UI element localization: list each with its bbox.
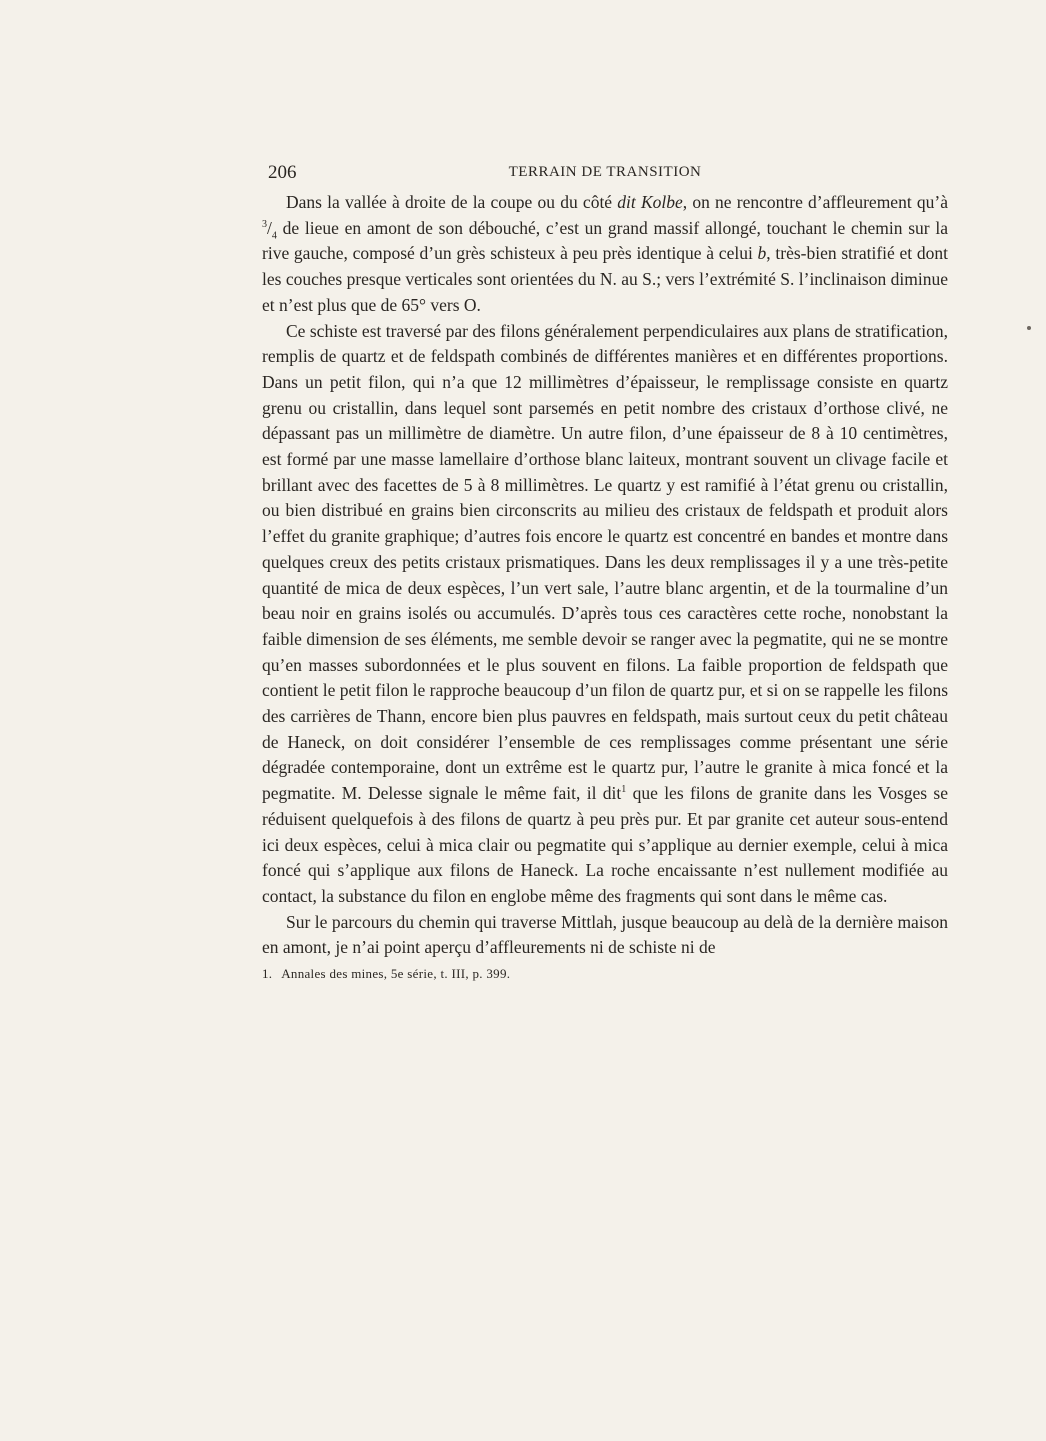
text-run: , très-bien stratifié et dont les couches presque verticales sont orientées du N. au S.; vers l’extrémité S. l’inclinaison diminue et n’est plus que de 65° vers O. xyxy=(262,243,949,315)
text-run: de lieue en amont de son débouché, c’est un grand massif allongé, touchant le chemin sur la rive gauche, composé d’un grès schisteux à peu près identique à celui xyxy=(262,217,948,264)
superscript: 1 xyxy=(621,784,627,796)
footnote-number: 1. xyxy=(262,966,273,982)
paragraph xyxy=(262,190,948,319)
page-header xyxy=(262,160,948,186)
footnote-text: Annales des mines, 5e série, t. III, p. 399. xyxy=(281,966,511,982)
footnote xyxy=(262,965,948,983)
page-number: 206 xyxy=(268,162,297,183)
book-page xyxy=(262,160,948,983)
text-run: , on ne rencontre d’affleurement qu’à xyxy=(682,192,948,212)
body-text xyxy=(262,190,948,961)
italic-text: b xyxy=(757,243,767,264)
subscript: 4 xyxy=(271,230,277,242)
paper-speck xyxy=(1027,326,1031,330)
text-run: Ce schiste est traversé par des filons généralement perpendiculaires aux plans de stratification, remplis de quartz et de feldspath combinés de différentes manières et en différentes proportions. Dans un petit filon, qui n’a que 12 millimètres d’épaisseur, le remplissage consiste en quartz grenu ou cristallin, dans lequel sont parsemés en petit nombre des cristaux d’orthose clivé, ne dépassant pas un millimètre de diamètre. Un autre filon, d’une épaisseur de 8 à 10 centimètres, est formé par une masse lamellaire d’orthose blanc laiteux, montrant souvent un clivage facile et brillant avec des facettes de 5 à 8 millimètres. Le quartz y est ramifié à l’état grenu ou cristallin, ou bien distribué en grains bien circonscrits au milieu des cristaux de feldspath et produit alors l’effet du granite graphique; d’autres fois encore le quartz est concentré en bandes et montre dans quelques creux des petits cristaux prismatiques. Dans les deux remplissages il y a une très-petite quantité de mica de deux espèces, l’un vert sale, l’autre blanc argentin, et de la tourmaline d’un beau noir en grains isolés ou accumulés. D’après tous ces caractères cette roche, nonobstant la faible dimension de ses éléments, me semble devoir se ranger avec la pegmatite, qui ne se montre qu’en masses subordonnées et le plus souvent en filons. La faible proportion de feldspath que contient le petit filon le rapproche beaucoup d’un filon de quartz pur, et si on se rappelle les filons des carrières de Thann, encore bien plus pauvres en feldspath, mais surtout ceux du petit château de Haneck, on doit considérer l’ensemble de ces remplissages comme présentant une série dégradée contemporaine, dont un extrême est le quartz pur, l’autre le granite à mica foncé et la pegmatite. M. Delesse signale le même fait, il dit xyxy=(262,320,948,804)
text-run: que les filons de granite dans les Vosges se réduisent quelquefois à des filons de quartz à peu près pur. Et par granite cet auteur sous-entend ici deux espèces, celui à mica clair ou pegmatite qui s’applique au dernier exemple, celui à mica foncé qui s’applique aux filons de Haneck. La roche encaissante n’est nullement modifiée au contact, la substance du filon en englobe même des fragments qui sont dans le même cas. xyxy=(262,783,948,906)
paragraph xyxy=(262,910,948,961)
paragraph xyxy=(262,319,948,910)
superscript: 3 xyxy=(262,218,267,230)
text-run: Dans la vallée à droite de la coupe ou du côté xyxy=(286,192,618,212)
text-run: / xyxy=(267,217,272,238)
running-head: TERRAIN DE TRANSITION xyxy=(508,164,702,180)
text-run: Sur le parcours du chemin qui traverse Mittlah, jusque beaucoup au delà de la dernière maison en amont, je n’ai point aperçu d’affleurements ni de schiste ni de xyxy=(262,911,948,958)
italic-text: dit Kolbe xyxy=(617,192,683,212)
